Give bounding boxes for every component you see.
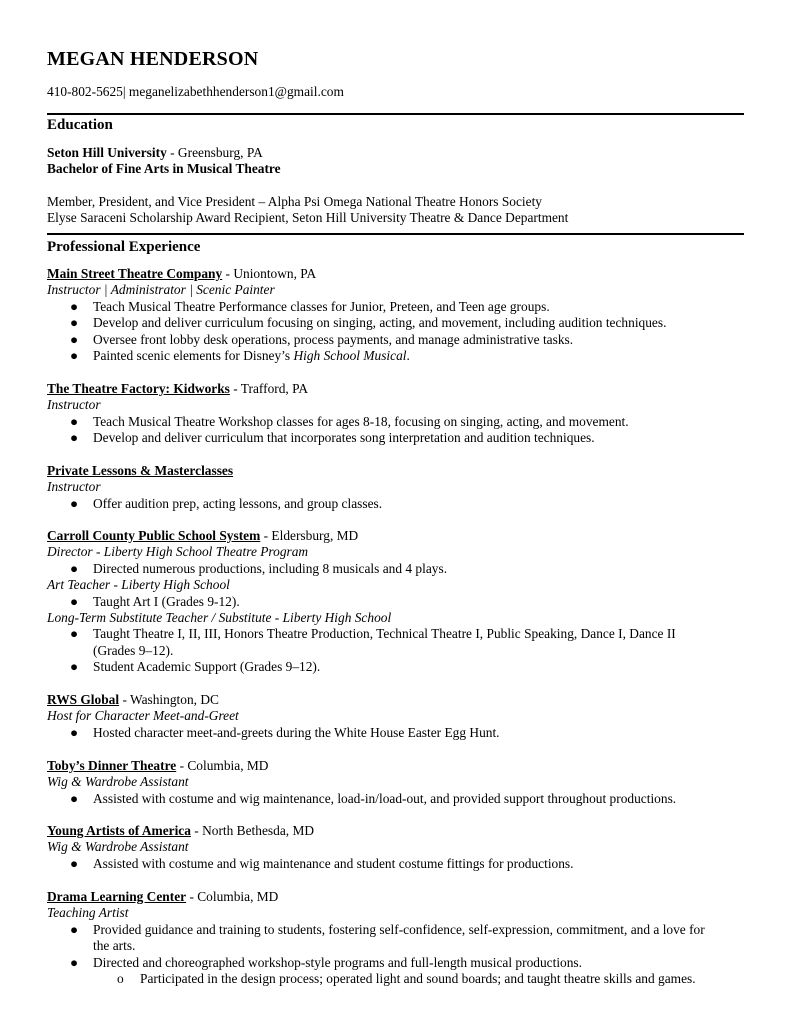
bullet-icon: ● bbox=[70, 348, 79, 364]
bullet-icon: ● bbox=[70, 659, 79, 675]
job-role: Teaching Artist bbox=[47, 905, 129, 921]
bullet-item: ● Directed and choreographed workshop-style programs and full-length musical productions. bbox=[70, 954, 582, 970]
job-role: Host for Character Meet-and-Greet bbox=[47, 708, 239, 724]
bullet-item: ● Student Academic Support (Grades 9–12). bbox=[70, 659, 321, 675]
job-org: Carroll County Public School System bbox=[47, 528, 261, 543]
bullet-item: ● Develop and deliver curriculum that incorporates song interpretation and audition techniques. bbox=[70, 430, 595, 446]
section-divider bbox=[47, 233, 744, 235]
show-title: High School Musical bbox=[293, 348, 407, 364]
job-org: The Theatre Factory: Kidworks bbox=[47, 381, 230, 396]
job-role: Art Teacher - Liberty High School bbox=[47, 577, 230, 593]
job-location: - Columbia, MD bbox=[176, 758, 269, 773]
honor-item: Elyse Saraceni Scholarship Award Recipient, Seton Hill University Theatre & Dance Department bbox=[47, 210, 569, 226]
bullet-item: ● Assisted with costume and wig maintenance, load-in/load-out, and provided support throughout productions. bbox=[70, 790, 677, 806]
job-entry bbox=[47, 823, 747, 872]
job-entry bbox=[47, 381, 747, 447]
bullet-icon: ● bbox=[70, 495, 79, 511]
job-org: Young Artists of America bbox=[47, 823, 191, 838]
bullet-item: ● Taught Art I (Grades 9-12). bbox=[70, 593, 240, 609]
job-org: RWS Global bbox=[47, 692, 120, 707]
degree: Bachelor of Fine Arts in Musical Theatre bbox=[47, 161, 281, 177]
job-entry bbox=[47, 692, 747, 741]
honor-item: Member, President, and Vice President – Alpha Psi Omega National Theatre Honors Society bbox=[47, 193, 543, 209]
bullet-item: ● Hosted character meet-and-greets during the White House Easter Egg Hunt. bbox=[70, 724, 500, 740]
sub-bullet-item: o Participated in the design process; operated light and sound boards; and taught theatre skills and games. bbox=[117, 971, 696, 987]
bullet-item: ● Directed numerous productions, including 8 musicals and 4 plays. bbox=[70, 560, 448, 576]
school-location: - Greensburg, PA bbox=[166, 145, 263, 160]
bullet-icon: ● bbox=[70, 724, 79, 740]
job-location: - Trafford, PA bbox=[229, 381, 309, 396]
job-role: Instructor bbox=[47, 479, 101, 495]
job-entry bbox=[47, 266, 747, 364]
bullet-icon: ● bbox=[70, 855, 79, 871]
bullet-icon: ● bbox=[70, 298, 79, 314]
sub-bullet-icon: o bbox=[117, 971, 124, 987]
bullet-icon: ● bbox=[70, 593, 79, 609]
contact-line: 410-802-5625| meganelizabethhenderson1@gmail.com bbox=[47, 84, 344, 99]
job-location: - Eldersburg, MD bbox=[260, 528, 359, 543]
education-school-line bbox=[47, 145, 747, 161]
section-divider bbox=[47, 113, 744, 115]
job-role: Wig & Wardrobe Assistant bbox=[47, 839, 189, 855]
job-org: Toby’s Dinner Theatre bbox=[47, 758, 177, 773]
job-role: Instructor bbox=[47, 397, 101, 413]
job-org: Private Lessons & Masterclasses bbox=[47, 463, 234, 478]
job-location: - Washington, DC bbox=[119, 692, 219, 707]
bullet-item: ● Oversee front lobby desk operations, process payments, and manage administrative tasks. bbox=[70, 331, 574, 347]
bullet-item: ● Offer audition prep, acting lessons, and group classes. bbox=[70, 495, 383, 511]
section-title-experience: Professional Experience bbox=[47, 239, 201, 255]
section-title-education: Education bbox=[47, 117, 113, 133]
job-role: Director - Liberty High School Theatre Program bbox=[47, 544, 309, 560]
bullet-item: ● Develop and deliver curriculum focusing on singing, acting, and movement, including audition techniques. bbox=[70, 315, 667, 331]
bullet-icon: ● bbox=[70, 954, 79, 970]
bullet-icon: ● bbox=[70, 560, 79, 576]
bullet-icon: ● bbox=[70, 430, 79, 446]
bullet-item: ● Teach Musical Theatre Workshop classes for ages 8-18, focusing on singing, acting, and movement. bbox=[70, 413, 629, 429]
bullet-item: ● Painted scenic elements for Disney’s High School Musical. bbox=[70, 348, 410, 364]
bullet-icon: ● bbox=[70, 921, 79, 937]
bullet-item: ● Assisted with costume and wig maintenance and student costume fittings for productions. bbox=[70, 855, 574, 871]
job-location: - Columbia, MD bbox=[186, 889, 279, 904]
bullet-icon: ● bbox=[70, 790, 79, 806]
bullet-item: ● Teach Musical Theatre Performance classes for Junior, Preteen, and Teen age groups. bbox=[70, 298, 550, 314]
job-location: - Uniontown, PA bbox=[222, 266, 317, 281]
candidate-name: MEGAN HENDERSON bbox=[47, 48, 259, 70]
job-role: Wig & Wardrobe Assistant bbox=[47, 774, 189, 790]
education-block bbox=[47, 145, 747, 227]
job-org: Drama Learning Center bbox=[47, 889, 187, 904]
job-location: - North Bethesda, MD bbox=[190, 823, 315, 838]
job-entry bbox=[47, 528, 747, 676]
school-name: Seton Hill University bbox=[47, 145, 167, 160]
job-role: Long-Term Substitute Teacher / Substitute - Liberty High School bbox=[47, 610, 392, 626]
bullet-icon: ● bbox=[70, 315, 79, 331]
job-entry bbox=[47, 889, 747, 987]
job-role: Instructor | Administrator | Scenic Painter bbox=[47, 282, 275, 298]
job-org: Main Street Theatre Company bbox=[47, 266, 223, 281]
bullet-icon: ● bbox=[70, 626, 79, 642]
bullet-item: ● Taught Theatre I, II, III, Honors Theatre Production, Technical Theatre I, Public Speaking, Dance I, Dance II (Grades 9–12). bbox=[70, 626, 676, 658]
job-entry bbox=[47, 463, 747, 512]
bullet-item: ● Provided guidance and training to students, fostering self-confidence, self-expression, commitment, and a love for the arts. bbox=[70, 921, 705, 954]
job-entry bbox=[47, 758, 747, 807]
bullet-icon: ● bbox=[70, 331, 79, 347]
bullet-icon: ● bbox=[70, 413, 79, 429]
